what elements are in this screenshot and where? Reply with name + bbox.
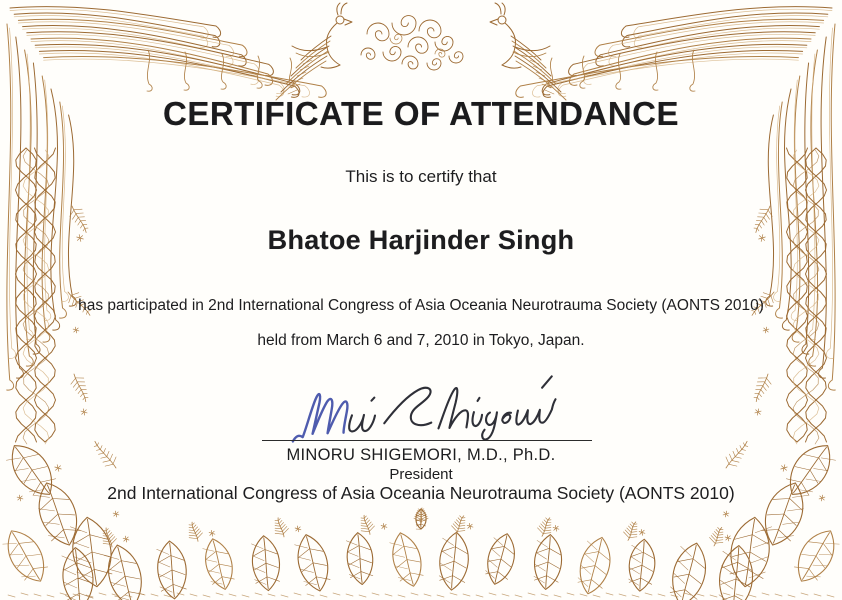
signature-stroke-blue [291,393,348,441]
intro-text: This is to certify that [345,167,497,186]
recipient-name: Bhatoe Harjinder Singh [267,225,575,255]
signer-name: MINORU SHIGEMORI, M.D., Ph.D. [286,446,556,464]
signer-title: President [389,466,453,483]
organization-name: 2nd International Congress of Asia Oceania Neurotrauma Society (AONTS 2010) [107,483,735,503]
participation-text: has participated in 2nd International Congress of Asia Oceania Neurotrauma Society (AONTS 2010) [78,297,764,314]
event-date-text: held from March 6 and 7, 2010 in Tokyo, Japan. [257,332,585,349]
certificate-title: CERTIFICATE OF ATTENDANCE [162,95,680,132]
signature-line [262,440,592,441]
signature-stroke-dark [348,376,557,444]
